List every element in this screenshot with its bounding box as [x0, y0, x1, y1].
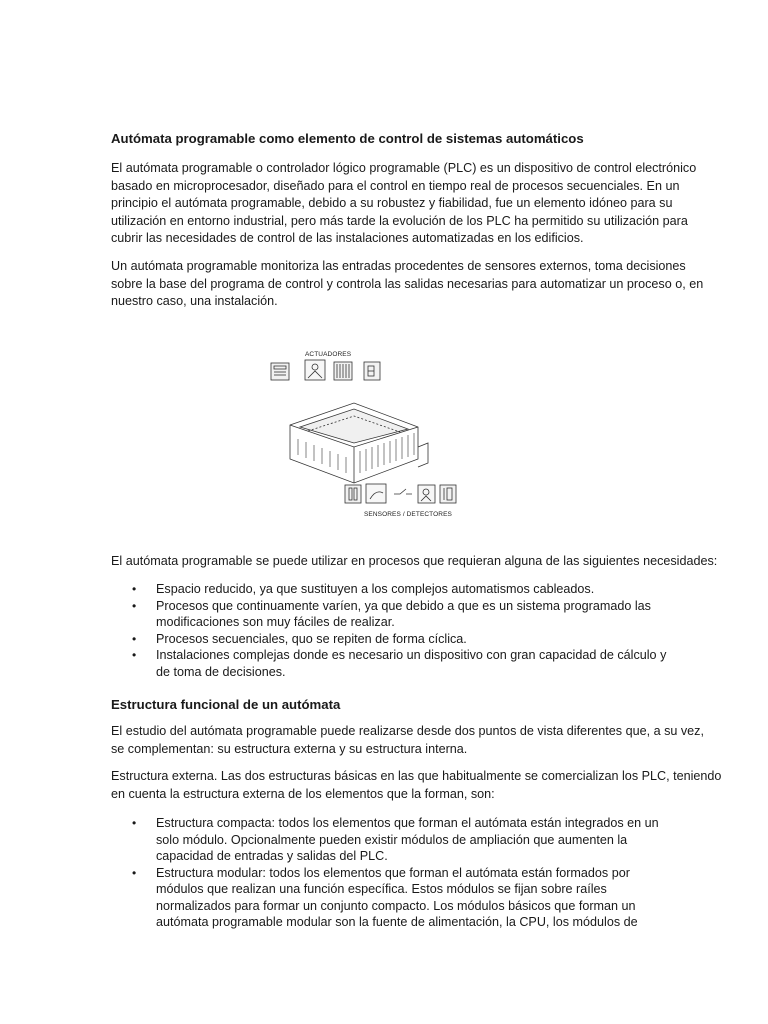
- text-line: utilización en entorno industrial, pero más tarde la evolución de los PLC ha permitido su utilización para: [111, 213, 688, 228]
- list-item: [111, 598, 731, 631]
- paragraph-uses-intro: El autómata programable se puede utilizar en procesos que requieran alguna de las siguientes necesidades:: [111, 554, 718, 568]
- list-item-line: módulos que realizan una función específica. Estos módulos se fijan sobre raíles: [156, 882, 607, 896]
- section-title-automata: Autómata programable como elemento de control de sistemas automáticos: [111, 131, 584, 146]
- list-item-line: normalizados para formar un conjunto compacto. Los módulos básicos que forman un: [156, 898, 636, 913]
- bullet-icon: •: [132, 865, 137, 880]
- list-item: [111, 815, 731, 865]
- bullet-icon: •: [132, 582, 137, 596]
- paragraph-intro: [111, 160, 731, 248]
- text-line: basado en microprocesador, diseñado para el control en tiempo real de procesos secuenciales. En un: [111, 178, 680, 193]
- actuator-valve-icon: [364, 362, 380, 380]
- list-item-line: Espacio reducido, ya que sustituyen a los complejos automatismos cableados.: [156, 582, 595, 596]
- sensor-hand-icon: [366, 484, 386, 503]
- actuator-panel-icon: [271, 363, 289, 380]
- text-line: Un autómata programable monitoriza las entradas procedentes de sensores externos, toma decisiones: [111, 259, 686, 273]
- plc-diagram: [268, 347, 478, 522]
- list-item: [111, 647, 731, 680]
- text-line: El autómata programable o controlador lógico programable (PLC) es un dispositivo de control electrónico: [111, 161, 697, 175]
- text-line: principio el autómata programable, debido a su robustez y fiabilidad, fue un elemento idóneo para su: [111, 196, 673, 210]
- sensor-presence-icon: [418, 485, 435, 503]
- sensors-label: SENSORES / DETECTORES: [364, 511, 452, 518]
- list-item-line: Procesos secuenciales, quo se repiten de forma cíclica.: [156, 631, 467, 646]
- list-item: [111, 581, 731, 598]
- text-line: El estudio del autómata programable puede realizarse desde dos puntos de vista diferentes que, a su vez,: [111, 724, 704, 738]
- list-item-line: Procesos que continuamente varíen, ya que debido a que es un sistema programado las: [156, 598, 651, 613]
- list-item-line: modificaciones son muy fáciles de realizar.: [156, 615, 395, 629]
- paragraph-study: [111, 723, 731, 758]
- paragraph-monitoring: [111, 258, 731, 311]
- list-item-line: autómata programable modular son la fuente de alimentación, la CPU, los módulos de: [156, 915, 638, 929]
- plc-body: [290, 403, 428, 483]
- bullet-list-uses: [111, 581, 731, 680]
- text-line: sobre la base del programa de control y controla las salidas necesarias para automatizar un proceso o, en: [111, 276, 704, 291]
- sensor-switch-icon: [345, 485, 361, 503]
- bullet-icon: •: [132, 816, 137, 830]
- list-item-line: Estructura modular: todos los elementos que forman el autómata están formados por: [156, 865, 630, 880]
- bullet-icon: •: [132, 631, 137, 646]
- sensor-door-icon: [440, 485, 456, 503]
- list-item: [111, 865, 731, 931]
- bullet-icon: •: [132, 598, 137, 613]
- list-item-line: solo módulo. Opcionalmente pueden existir módulos de ampliación que aumenten la: [156, 832, 628, 847]
- sensor-contact-icon: [394, 489, 412, 494]
- text-line: nuestro caso, una instalación.: [111, 294, 278, 308]
- plc-illustration: [268, 347, 478, 522]
- list-item-line: Instalaciones complejas donde es necesario un dispositivo con gran capacidad de cálculo y: [156, 648, 667, 662]
- bullet-list-structures: [111, 815, 731, 931]
- bullet-icon: •: [132, 648, 137, 662]
- list-item-line: de toma de decisiones.: [156, 664, 286, 679]
- text-line: Estructura externa. Las dos estructuras básicas en las que habitualmente se comercializan los PLC, teniendo: [111, 769, 722, 783]
- list-item-line: capacidad de entradas y salidas del PLC.: [156, 849, 388, 863]
- text-line: en cuenta la estructura externa de los elementos que la forman, son:: [111, 786, 495, 801]
- actuators-label: ACTUADORES: [305, 351, 352, 358]
- list-item: [111, 631, 731, 648]
- text-line: cubrir las necesidades de control de las instalaciones automatizadas en los edificios.: [111, 231, 584, 245]
- actuator-blinds-icon: [334, 362, 352, 380]
- text-line: se complementan: su estructura externa y su estructura interna.: [111, 741, 468, 756]
- actuator-lamp-icon: [305, 360, 325, 380]
- list-item-line: Estructura compacta: todos los elementos que forman el autómata están integrados en un: [156, 816, 659, 830]
- paragraph-external-structure: [111, 768, 731, 803]
- section-title-structure: Estructura funcional de un autómata: [111, 697, 341, 712]
